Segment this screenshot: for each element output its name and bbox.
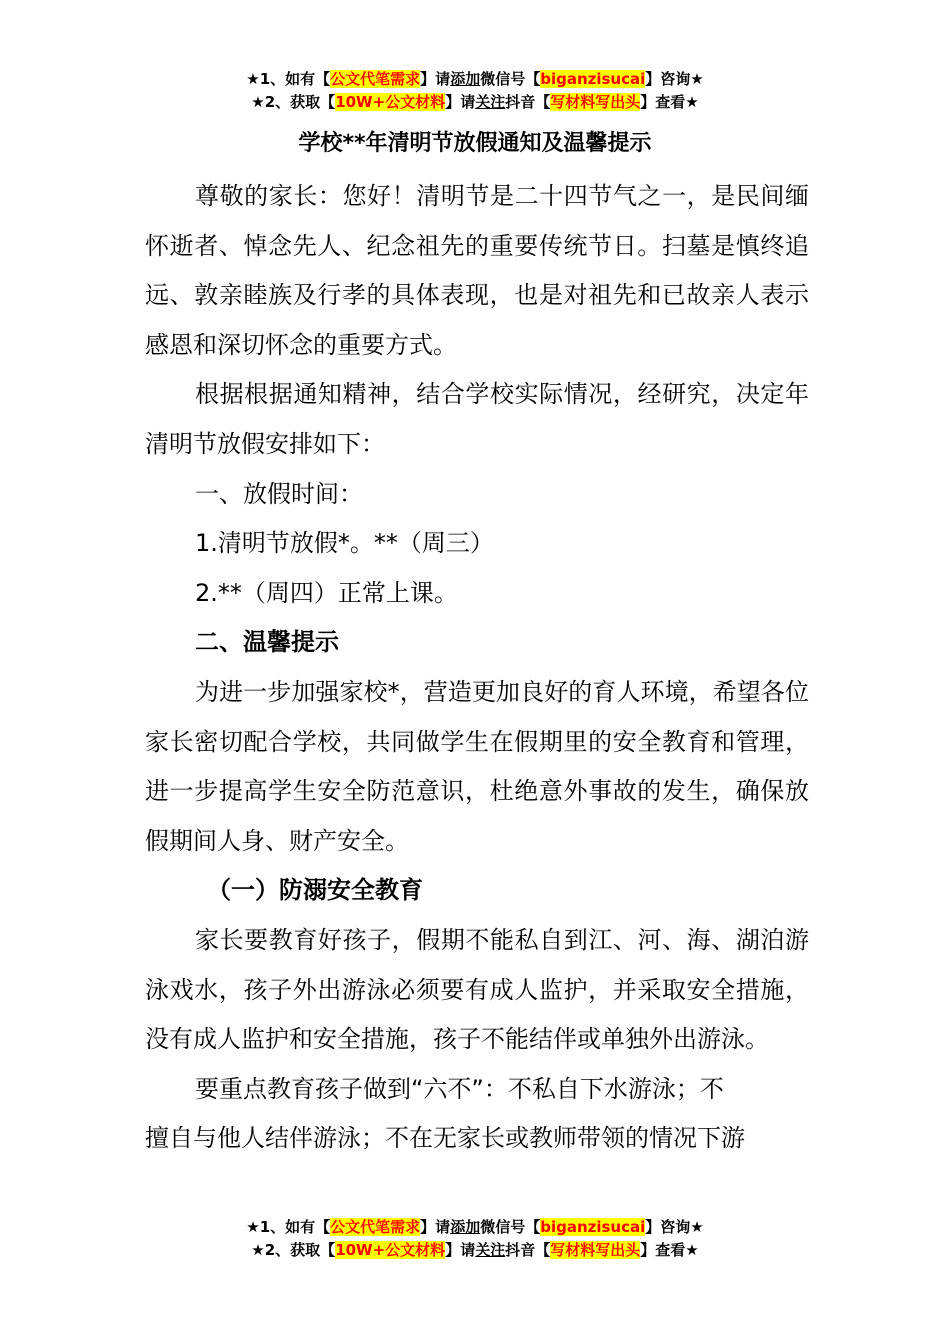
banner-text: 】请 <box>445 93 476 111</box>
banner-douyin-id: 写材料写出头 <box>550 1241 641 1259</box>
banner-highlight: 10W+公文材料 <box>335 93 446 111</box>
paragraph-six-nots: 要重点教育孩子做到“六不”：不私自下水游泳；不 <box>195 1074 724 1103</box>
banner-line-2 <box>0 91 950 114</box>
banner-text: 抖音【 <box>505 1241 551 1259</box>
header-banner <box>0 68 950 114</box>
banner-wechat-id: biganzisucai <box>540 1218 646 1236</box>
banner-text: 】请 <box>445 1241 476 1259</box>
banner-text: ★1、如有【 <box>246 70 331 88</box>
banner-text: 微信号【 <box>480 70 541 88</box>
banner-text: 】请 <box>420 1218 451 1236</box>
banner-underline: 添加 <box>450 1218 481 1236</box>
banner-text: 】咨询★ <box>645 70 704 88</box>
banner-text: ★2、获取【 <box>251 93 336 111</box>
banner-text: 】请 <box>420 70 451 88</box>
footer-banner <box>0 1216 950 1262</box>
banner-text: 】咨询★ <box>645 1218 704 1236</box>
banner-text: ★1、如有【 <box>246 1218 331 1236</box>
section-reminder-heading: 二、温馨提示 <box>195 628 339 657</box>
paragraph-greeting: 尊敬的家长：您好！清明节是二十四节气之一，是民间缅怀逝者、悼念先人、纪念祖先的重要传统节日。扫墓是慎终追远、敦亲睦族及行孝的具体表现，也是对祖先和已故亲人表示感恩和深切怀念的重要方式。 <box>145 182 809 359</box>
banner-text: 微信号【 <box>480 1218 541 1236</box>
document-body <box>145 172 809 1164</box>
document-title: 学校**年清明节放假通知及温馨提示 <box>298 131 652 156</box>
banner-underline: 添加 <box>450 70 481 88</box>
banner-highlight: 公文代笔需求 <box>330 70 421 88</box>
banner-underline: 关注 <box>475 1241 506 1259</box>
section-holiday-time: 一、放假时间： <box>195 479 363 508</box>
banner-line-1 <box>0 1216 950 1239</box>
holiday-item-1: 1.清明节放假*。**（周三） <box>195 529 494 558</box>
banner-line-2 <box>0 1239 950 1262</box>
banner-wechat-id: biganzisucai <box>540 70 646 88</box>
subsection-drowning-heading: （一）防溺安全教育 <box>207 876 423 905</box>
banner-douyin-id: 写材料写出头 <box>550 93 641 111</box>
paragraph-decision: 根据根据通知精神，结合学校实际情况，经研究，决定年清明节放假安排如下： <box>145 380 809 458</box>
paragraph-six-nots-continued: 擅自与他人结伴游泳；不在无家长或教师带领的情况下游 <box>145 1124 745 1153</box>
banner-underline: 关注 <box>475 93 506 111</box>
banner-text: 】查看★ <box>640 1241 699 1259</box>
banner-text: ★2、获取【 <box>251 1241 336 1259</box>
banner-highlight: 10W+公文材料 <box>335 1241 446 1259</box>
holiday-item-2: 2.**（周四）正常上课。 <box>195 578 458 607</box>
banner-text: 】查看★ <box>640 93 699 111</box>
banner-highlight: 公文代笔需求 <box>330 1218 421 1236</box>
paragraph-drowning: 家长要教育好孩子，假期不能私自到江、河、海、湖泊游泳戏水，孩子外出游泳必须要有成人监护，并采取安全措施，没有成人监护和安全措施，孩子不能结伴或单独外出游泳。 <box>145 925 809 1054</box>
paragraph-reminder: 为进一步加强家校*，营造更加良好的育人环境，希望各位家长密切配合学校，共同做学生在假期里的安全教育和管理，进一步提高学生安全防范意识，杜绝意外事故的发生，确保放假期间人身、财产安全。 <box>145 677 809 855</box>
banner-line-1 <box>0 68 950 91</box>
banner-text: 抖音【 <box>505 93 551 111</box>
